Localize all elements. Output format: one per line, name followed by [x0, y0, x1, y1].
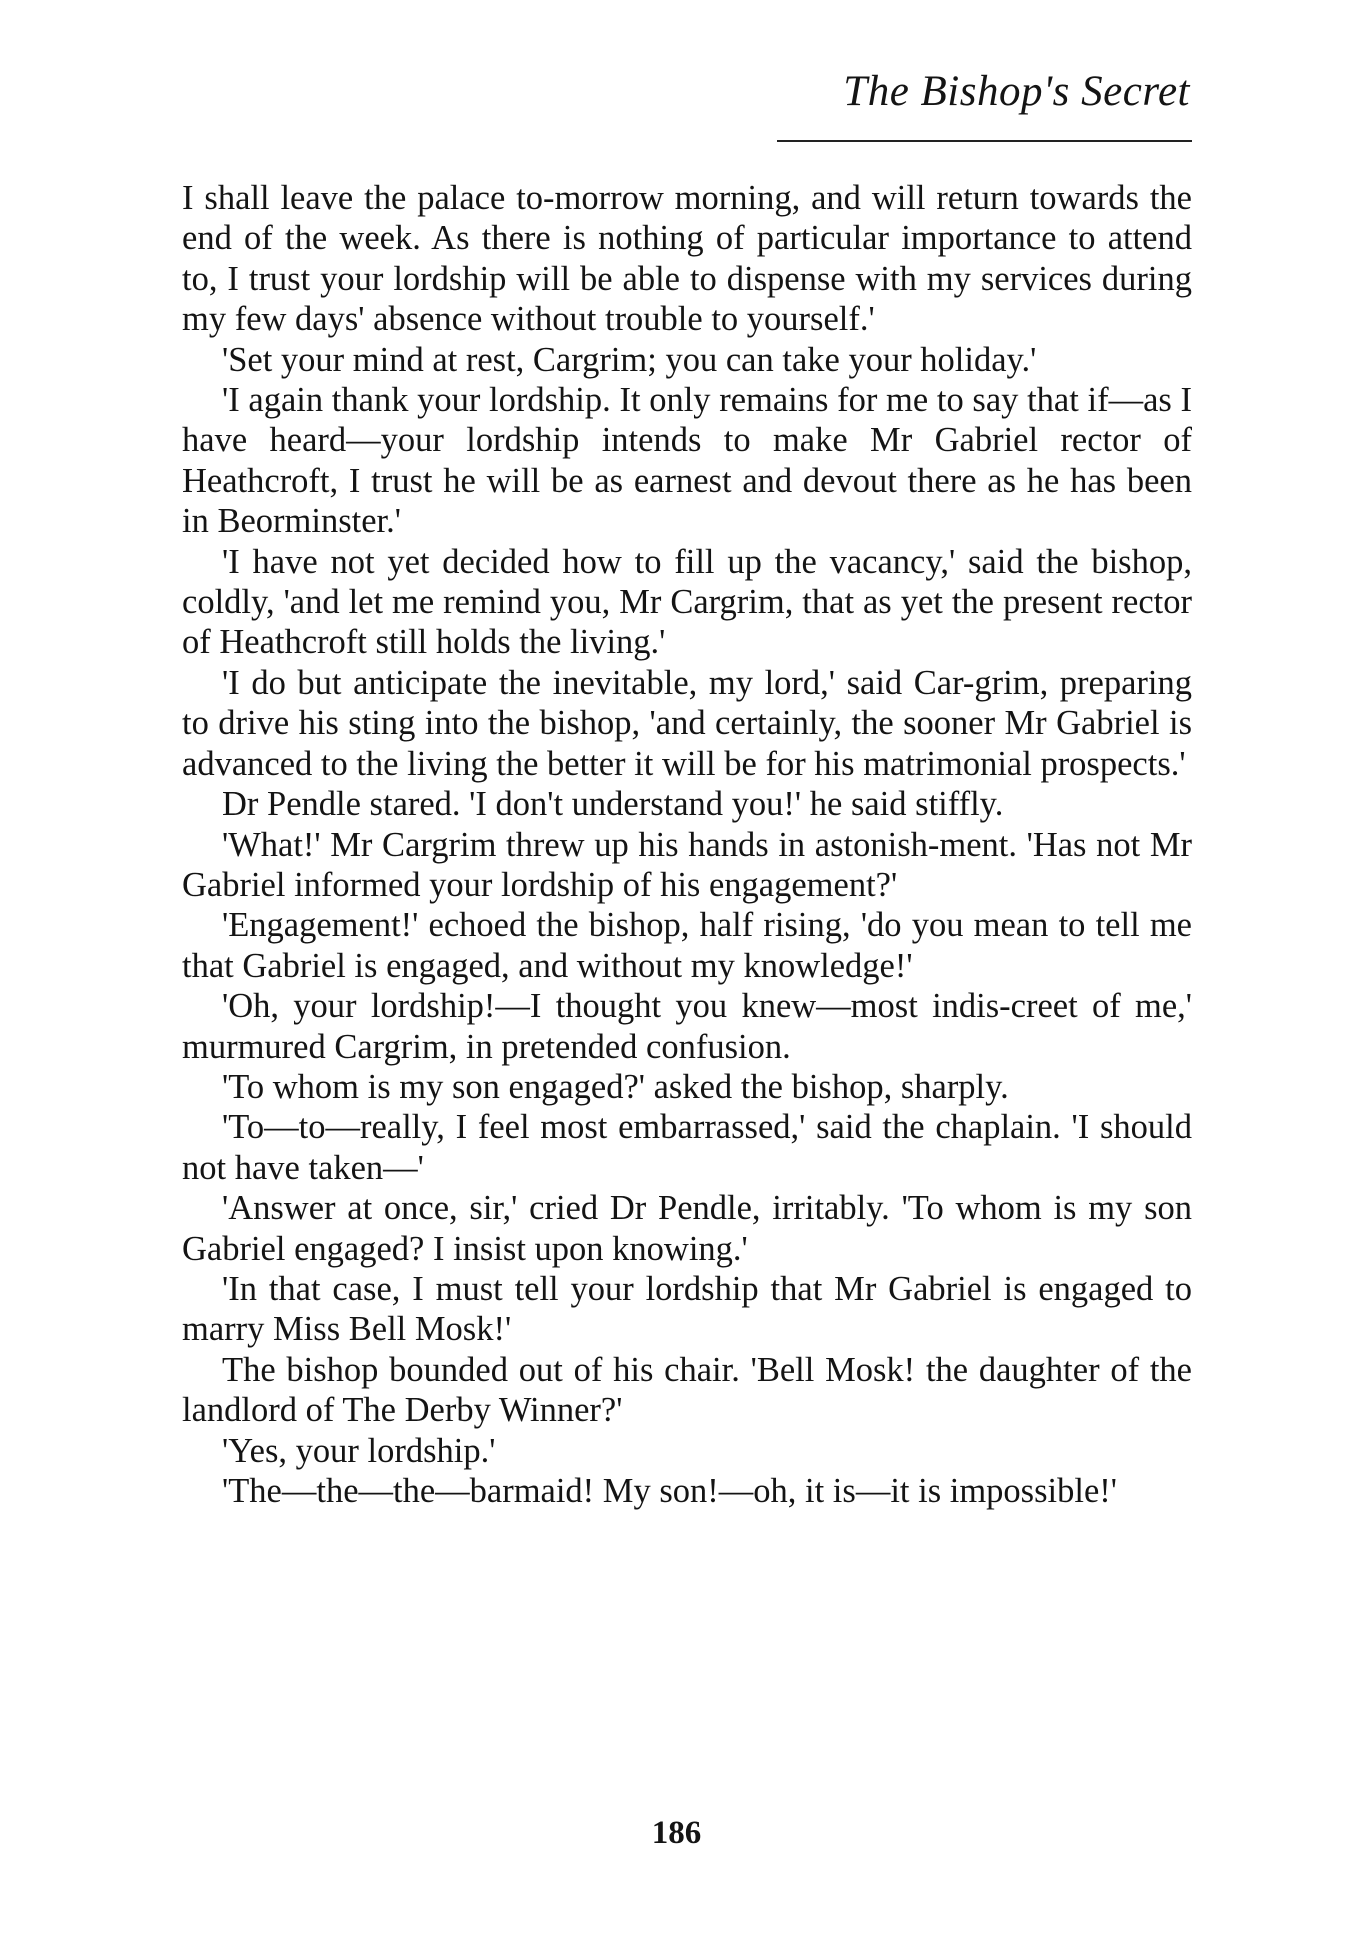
- paragraph: 'To whom is my son engaged?' asked the bishop, sharply.: [222, 1067, 1009, 1106]
- paragraph: Dr Pendle stared. 'I don't understand you!' he said stiffly.: [222, 785, 1004, 824]
- paragraph: 'Set your mind at rest, Cargrim; you can take your holiday.': [222, 340, 1037, 379]
- paragraph: 'I again thank your lordship. It only remains for me to say that if—as I have heard—your lordship intends to make Mr Gabriel rector of Heathcroft, I trust he will be as earnest and devout there as he has been in Beorminster.': [182, 381, 1192, 541]
- paragraph: 'Answer at once, sir,' cried Dr Pendle, irritably. 'To whom is my son Gabriel engaged? I insist upon knowing.': [182, 1189, 1192, 1268]
- paragraph: 'What!' Mr Cargrim threw up his hands in astonish-ment. 'Has not Mr Gabriel informed your lordship of his engagement?': [182, 825, 1192, 904]
- running-head-title: The Bishop's Secret: [843, 68, 1190, 115]
- paragraph: 'Engagement!' echoed the bishop, half rising, 'do you mean to tell me that Gabriel is engaged, and without my knowledge!': [182, 906, 1192, 985]
- page-number: 186: [651, 1815, 702, 1851]
- paragraph: 'Oh, your lordship!—I thought you knew—most indis-creet of me,' murmured Cargrim, in pretended confusion.: [182, 987, 1192, 1066]
- paragraph: 'In that case, I must tell your lordship that Mr Gabriel is engaged to marry Miss Bell Mosk!': [182, 1269, 1192, 1349]
- paragraph: The bishop bounded out of his chair. 'Bell Mosk! the daughter of the landlord of The Derby Winner?': [182, 1350, 1192, 1430]
- paragraph: 'I have not yet decided how to fill up the vacancy,' said the bishop, coldly, 'and let me remind you, Mr Cargrim, that as yet the present rector of Heathcroft still holds the living.': [182, 542, 1192, 662]
- paragraph: 'Yes, your lordship.': [222, 1431, 496, 1470]
- paragraph: 'To—to—really, I feel most embarrassed,' said the chaplain. 'I should not have taken—': [182, 1108, 1192, 1187]
- paragraph: 'I do but anticipate the inevitable, my lord,' said Car-grim, preparing to drive his sting into the bishop, 'and certainly, the sooner Mr Gabriel is advanced to the living the better it will be for his matrimonial prospects.': [182, 663, 1192, 783]
- paragraph: 'The—the—the—barmaid! My son!—oh, it is—it is impossible!': [222, 1472, 1117, 1510]
- paragraph: I shall leave the palace to-morrow morning, and will return towards the end of the week. As there is nothing of particular importance to attend to, I trust your lordship will be able to dispense with my services during my few days' absence without trouble to yourself.': [182, 179, 1192, 339]
- header-rule: [777, 140, 1192, 142]
- body-text: [182, 178, 1192, 1511]
